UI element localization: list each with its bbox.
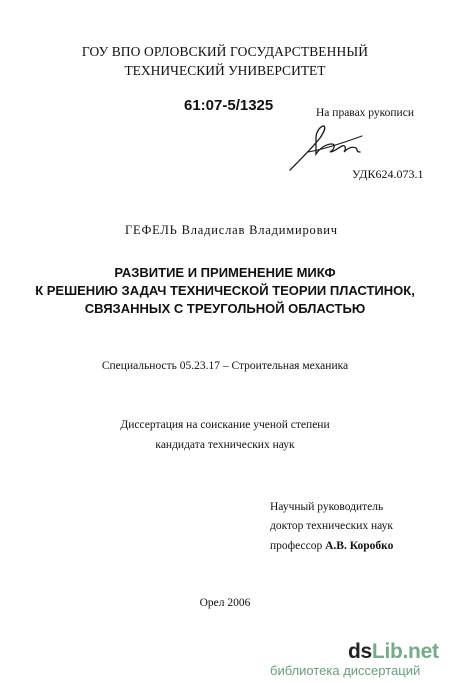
dissertation-line-2: кандидата технических наук [155,439,295,451]
watermark-logo-rest: Lib.net [371,640,439,663]
rights-note: На правах рукописи [316,107,414,119]
supervisor-degree: доктор технических наук [270,520,393,532]
organization-line-2: ТЕХНИЧЕСКИЙ УНИВЕРСИТЕТ [124,63,326,78]
city-year: Орел 2006 [199,597,251,609]
udc-code: УДК624.073.1 [352,167,424,181]
author-name: ГЕФЕЛЬ Владислав Владимирович [125,223,338,237]
supervisor-name-line [270,540,393,552]
organization-line-1: ГОУ ВПО ОРЛОВСКИЙ ГОСУДАРСТВЕННЫЙ [81,44,369,59]
title-line-2: К РЕШЕНИЮ ЗАДАЧ ТЕХНИЧЕСКОЙ ТЕОРИИ ПЛАСТИНОК, [35,283,415,298]
watermark-tagline: библиотека диссертаций [270,663,421,678]
title-line-1: РАЗВИТИЕ И ПРИМЕНЕНИЕ МИКФ [114,265,336,280]
title-line-3: СВЯЗАННЫХ С ТРЕУГОЛЬНОЙ ОБЛАСТЬЮ [84,301,366,316]
supervisor-name: А.В. Коробко [325,540,394,552]
dissertation-line-1: Диссертация на соискание ученой степени [120,419,330,431]
supervisor-role: Научный руководитель [270,501,384,513]
catalog-code: 61:07-5/1325 [184,97,274,114]
watermark-logo [348,640,439,664]
watermark-logo-ds: ds [348,640,372,663]
specialty-line: Специальность 05.23.17 – Строительная механика [101,360,349,372]
supervisor-title: профессор [270,540,326,552]
